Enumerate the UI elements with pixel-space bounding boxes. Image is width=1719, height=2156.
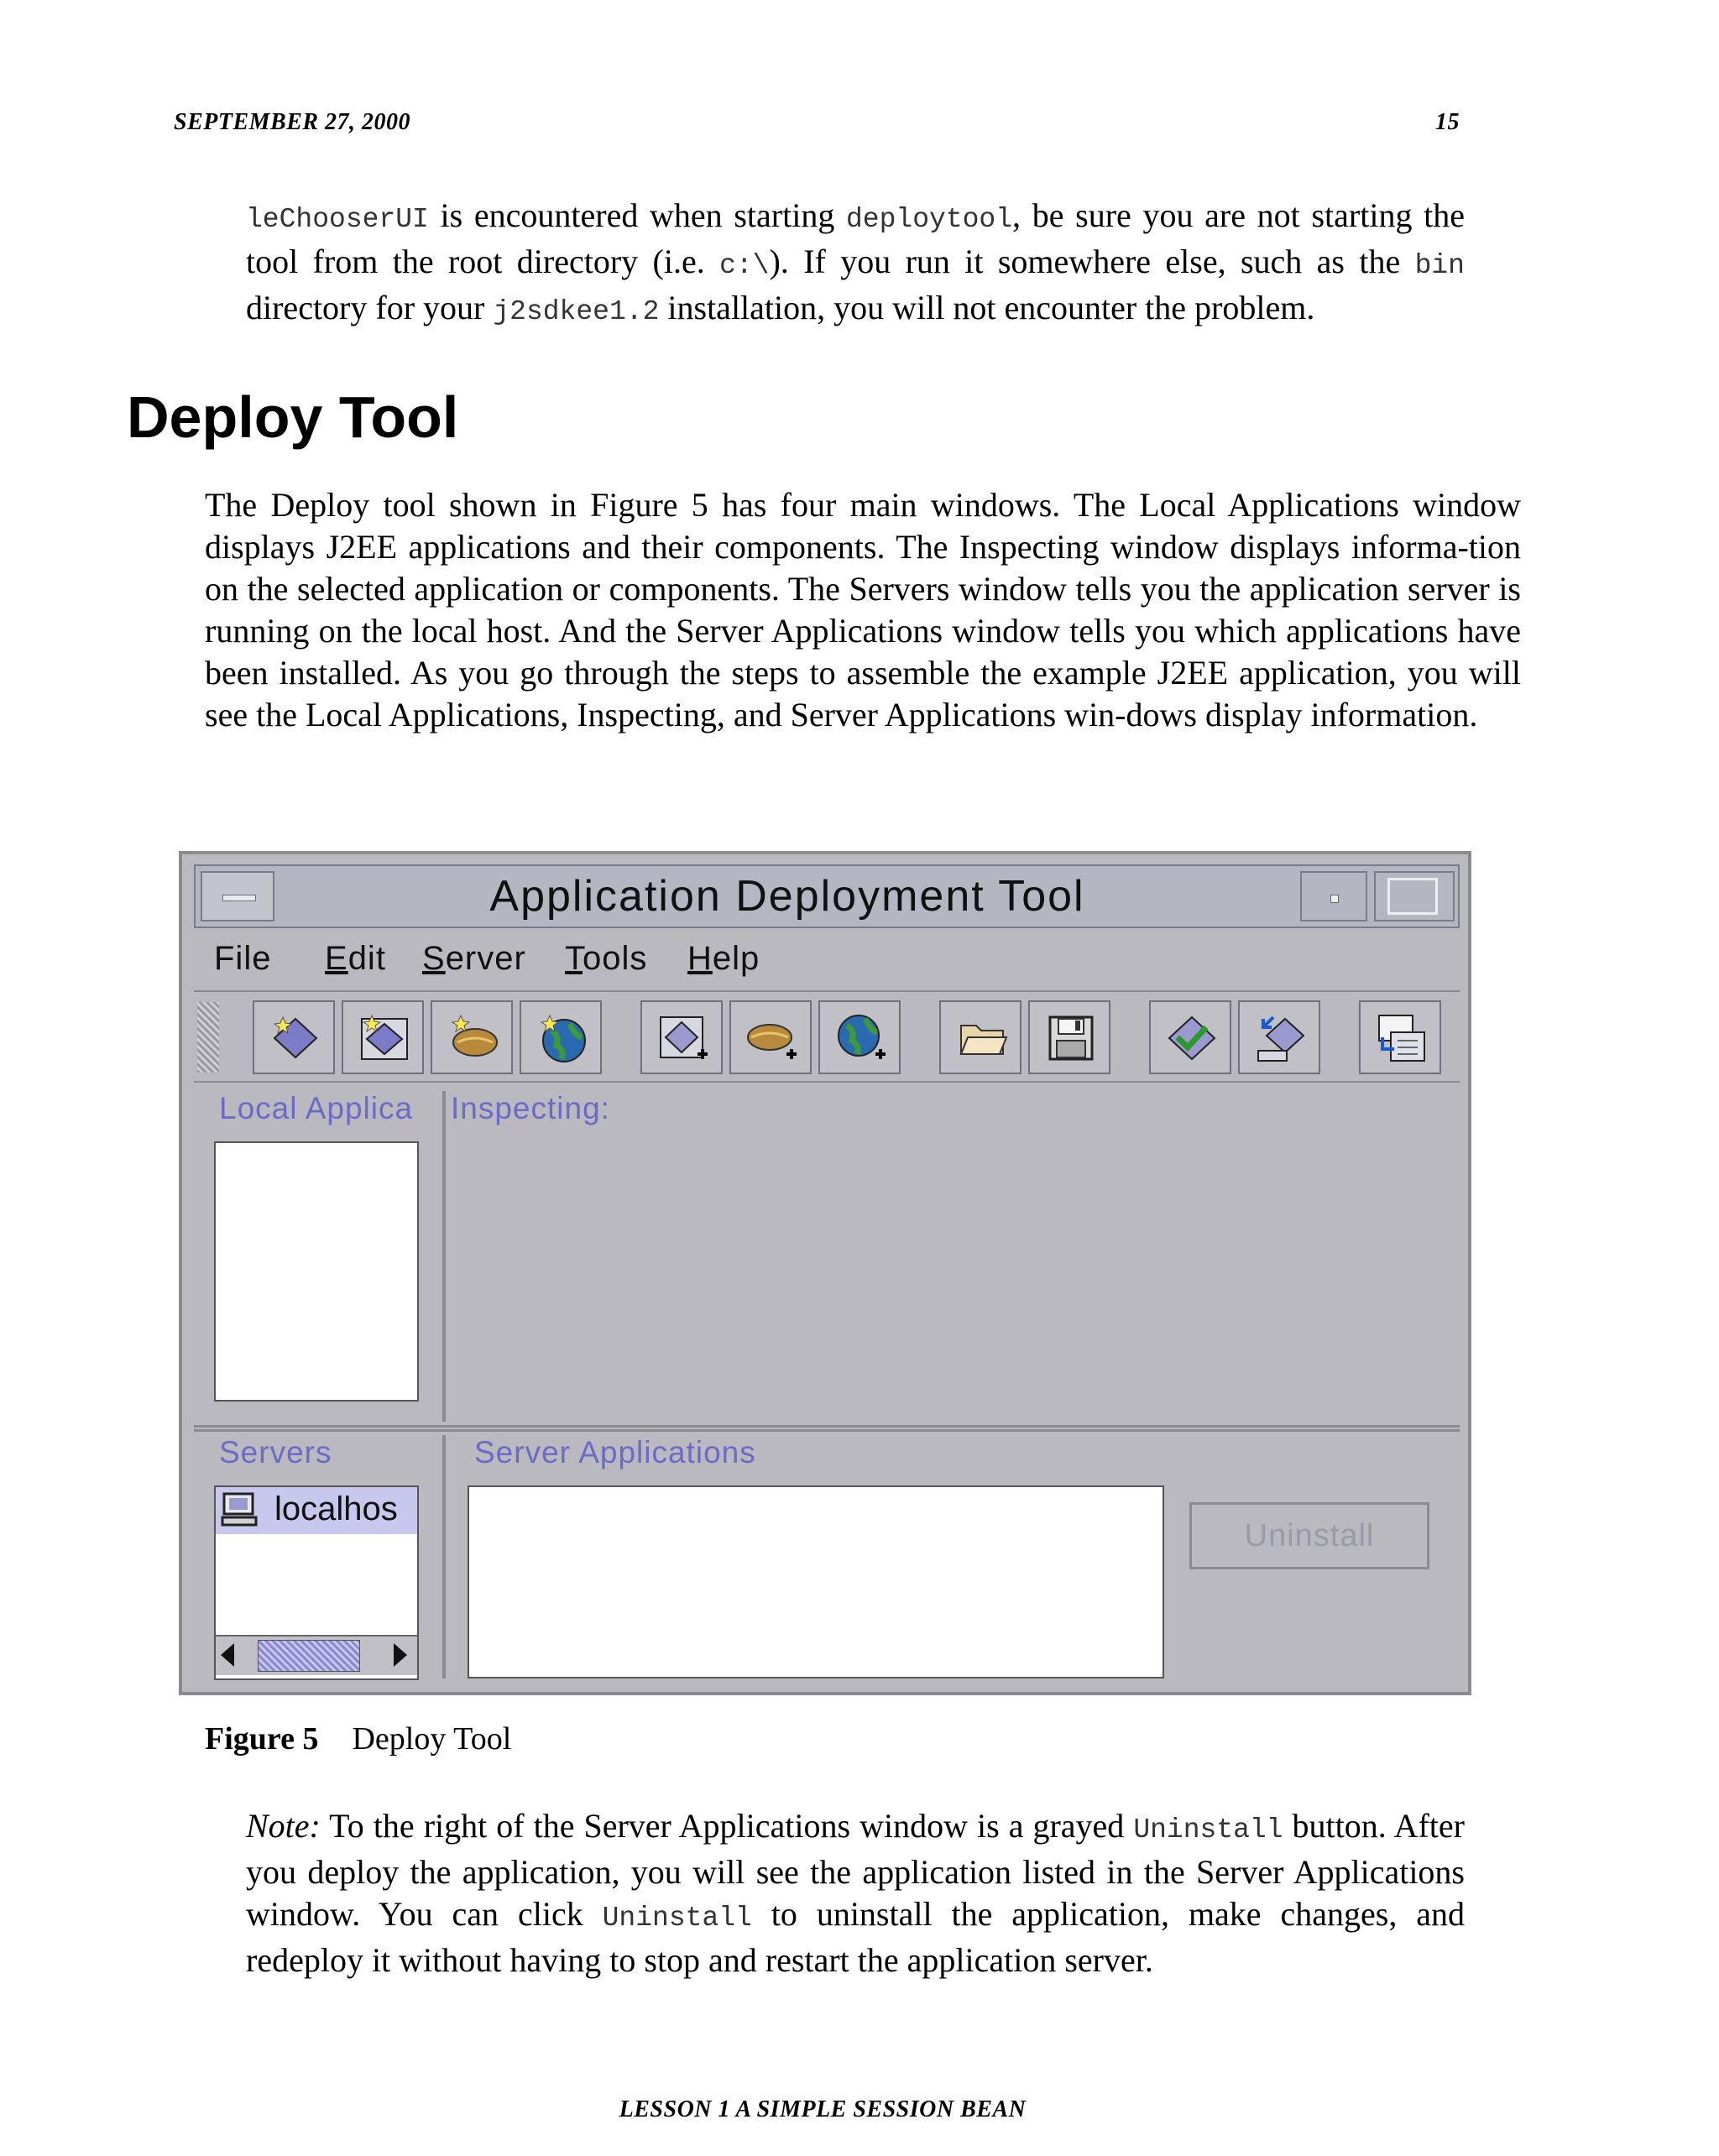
new-web-icon: [536, 1012, 588, 1064]
minimize-icon: [1330, 895, 1339, 903]
inspecting-panel: [449, 1091, 1460, 1422]
text-run: , be sure you are not starting the tool from the root directory (i.e.: [246, 196, 1465, 280]
text-run: directory for your: [246, 289, 494, 326]
text-run: is encountered when starting: [428, 196, 846, 234]
section-title: Deploy Tool: [127, 384, 459, 450]
code-deploytool: deploytool: [846, 204, 1013, 235]
server-name: localhos: [274, 1490, 398, 1527]
text-run: To the right of the Server Applications window is a grayed: [320, 1807, 1134, 1845]
manage-icon: [1376, 1012, 1428, 1064]
verify-button[interactable]: [1149, 1000, 1231, 1074]
uninstall-button[interactable]: Uninstall: [1189, 1502, 1429, 1569]
deploy-icon: [1255, 1012, 1307, 1064]
new-web-component-button[interactable]: [520, 1000, 602, 1074]
maximize-icon: [1387, 878, 1438, 915]
scroll-right-icon[interactable]: [394, 1643, 407, 1667]
menu-bar: [194, 935, 1460, 987]
menu-edit[interactable]: [325, 940, 386, 978]
new-bean-icon: [447, 1012, 499, 1064]
open-button[interactable]: [939, 1000, 1021, 1074]
code-j2sdkee: j2sdkee1.2: [493, 296, 660, 327]
menu-help-mnemonic: H: [687, 940, 713, 977]
menu-help[interactable]: [687, 940, 760, 978]
menu-file-label: File: [214, 940, 272, 977]
split-divider[interactable]: [194, 1425, 1460, 1432]
open-folder-icon: [956, 1012, 1008, 1064]
figure-label: Figure 5: [205, 1721, 319, 1757]
new-ejb-button[interactable]: [342, 1000, 424, 1074]
local-applications-panel: [194, 1091, 446, 1422]
text-run: installation, you will not encounter the problem.: [659, 289, 1315, 326]
maximize-button[interactable]: [1374, 871, 1455, 921]
add-web-icon: [835, 1012, 887, 1064]
toolbar: [194, 990, 1460, 1083]
inspecting-label: Inspecting:: [451, 1091, 610, 1125]
menu-server[interactable]: [422, 940, 526, 978]
add-web-component-button[interactable]: [818, 1000, 901, 1074]
servers-panel: [194, 1435, 446, 1678]
text-run: to uninstall the application, make changes, and redeploy it without having to stop and restart the application server.: [246, 1895, 1465, 1979]
menu-file[interactable]: [214, 940, 271, 978]
title-bar: [194, 864, 1460, 928]
servers-list[interactable]: [214, 1485, 419, 1680]
add-bean-icon: [746, 1012, 798, 1064]
server-applications-label: Server Applications: [474, 1435, 756, 1470]
menu-tools[interactable]: [565, 940, 647, 978]
server-applications-panel: [449, 1435, 1460, 1678]
window-menu-button[interactable]: [201, 871, 274, 921]
menu-server-label: erver: [445, 940, 526, 977]
code-uninstall: Uninstall: [1133, 1814, 1283, 1845]
menu-tools-label: ools: [583, 940, 648, 977]
deploy-tool-window: [179, 851, 1471, 1695]
description-paragraph: The Deploy tool shown in Figure 5 has four main windows. The Local Applications window displays J2EE applications and their components. The Inspecting window displays informa-tion on the selected application or components. The Servers window tells you the application server is running on the local host. And the Server Applications window tells you which applications have been installed. As you go through the steps to assemble the example J2EE application, you will see the Local Applications, Inspecting, and Server Applications win-dows display information.: [205, 486, 1521, 733]
menu-edit-label: dit: [347, 940, 386, 977]
minimize-button[interactable]: [1300, 871, 1367, 921]
intro-paragraph: [246, 195, 1465, 333]
add-component-button[interactable]: [640, 1000, 723, 1074]
window-menu-icon: [222, 895, 256, 901]
server-applications-list[interactable]: [468, 1485, 1164, 1678]
note-label: Note:: [246, 1807, 321, 1845]
new-bean-button[interactable]: [431, 1000, 513, 1074]
manage-button[interactable]: [1359, 1000, 1441, 1074]
horizontal-scrollbar[interactable]: [216, 1635, 417, 1675]
figure-title: Deploy Tool: [352, 1721, 512, 1757]
running-header-date: SEPTEMBER 27, 2000: [174, 109, 411, 135]
figure-caption: [205, 1720, 511, 1757]
code-uninstall: Uninstall: [602, 1903, 752, 1934]
new-application-icon: [269, 1012, 321, 1064]
toolbar-grip[interactable]: [197, 1002, 219, 1073]
page-number: 15: [1435, 109, 1460, 135]
text-run: ). If you run it somewhere else, such as the: [769, 243, 1415, 280]
menu-help-label: elp: [712, 940, 760, 977]
save-icon: [1045, 1012, 1097, 1064]
deploy-button[interactable]: [1238, 1000, 1320, 1074]
servers-label: Servers: [219, 1435, 332, 1470]
menu-server-mnemonic: S: [422, 940, 446, 977]
add-component-icon: [657, 1012, 709, 1064]
add-bean-button[interactable]: [729, 1000, 812, 1074]
text-run: button. After you deploy the application, you will see the application listed in the Server Applications window. You can click: [246, 1807, 1465, 1933]
code-bin: bin: [1414, 250, 1465, 281]
menu-edit-mnemonic: E: [325, 940, 348, 977]
note-paragraph: [246, 1805, 1465, 1981]
window-title: Application Deployment Tool: [489, 872, 1085, 921]
server-list-item[interactable]: [216, 1487, 417, 1534]
computer-icon: [221, 1492, 258, 1527]
running-footer: LESSON 1 A SIMPLE SESSION BEAN: [619, 2096, 1027, 2122]
menu-tools-mnemonic: T: [565, 940, 583, 977]
local-applications-tree[interactable]: [214, 1141, 419, 1402]
code-root-dir: c:\: [719, 250, 770, 281]
save-button[interactable]: [1028, 1000, 1110, 1074]
verify-icon: [1166, 1012, 1218, 1064]
scroll-thumb[interactable]: [258, 1640, 360, 1672]
code-lechooserui: leChooserUI: [246, 204, 429, 235]
new-ejb-icon: [358, 1012, 410, 1064]
new-application-button[interactable]: [253, 1000, 335, 1074]
local-applications-label: Local Applica: [219, 1091, 414, 1125]
scroll-left-icon[interactable]: [221, 1643, 234, 1667]
